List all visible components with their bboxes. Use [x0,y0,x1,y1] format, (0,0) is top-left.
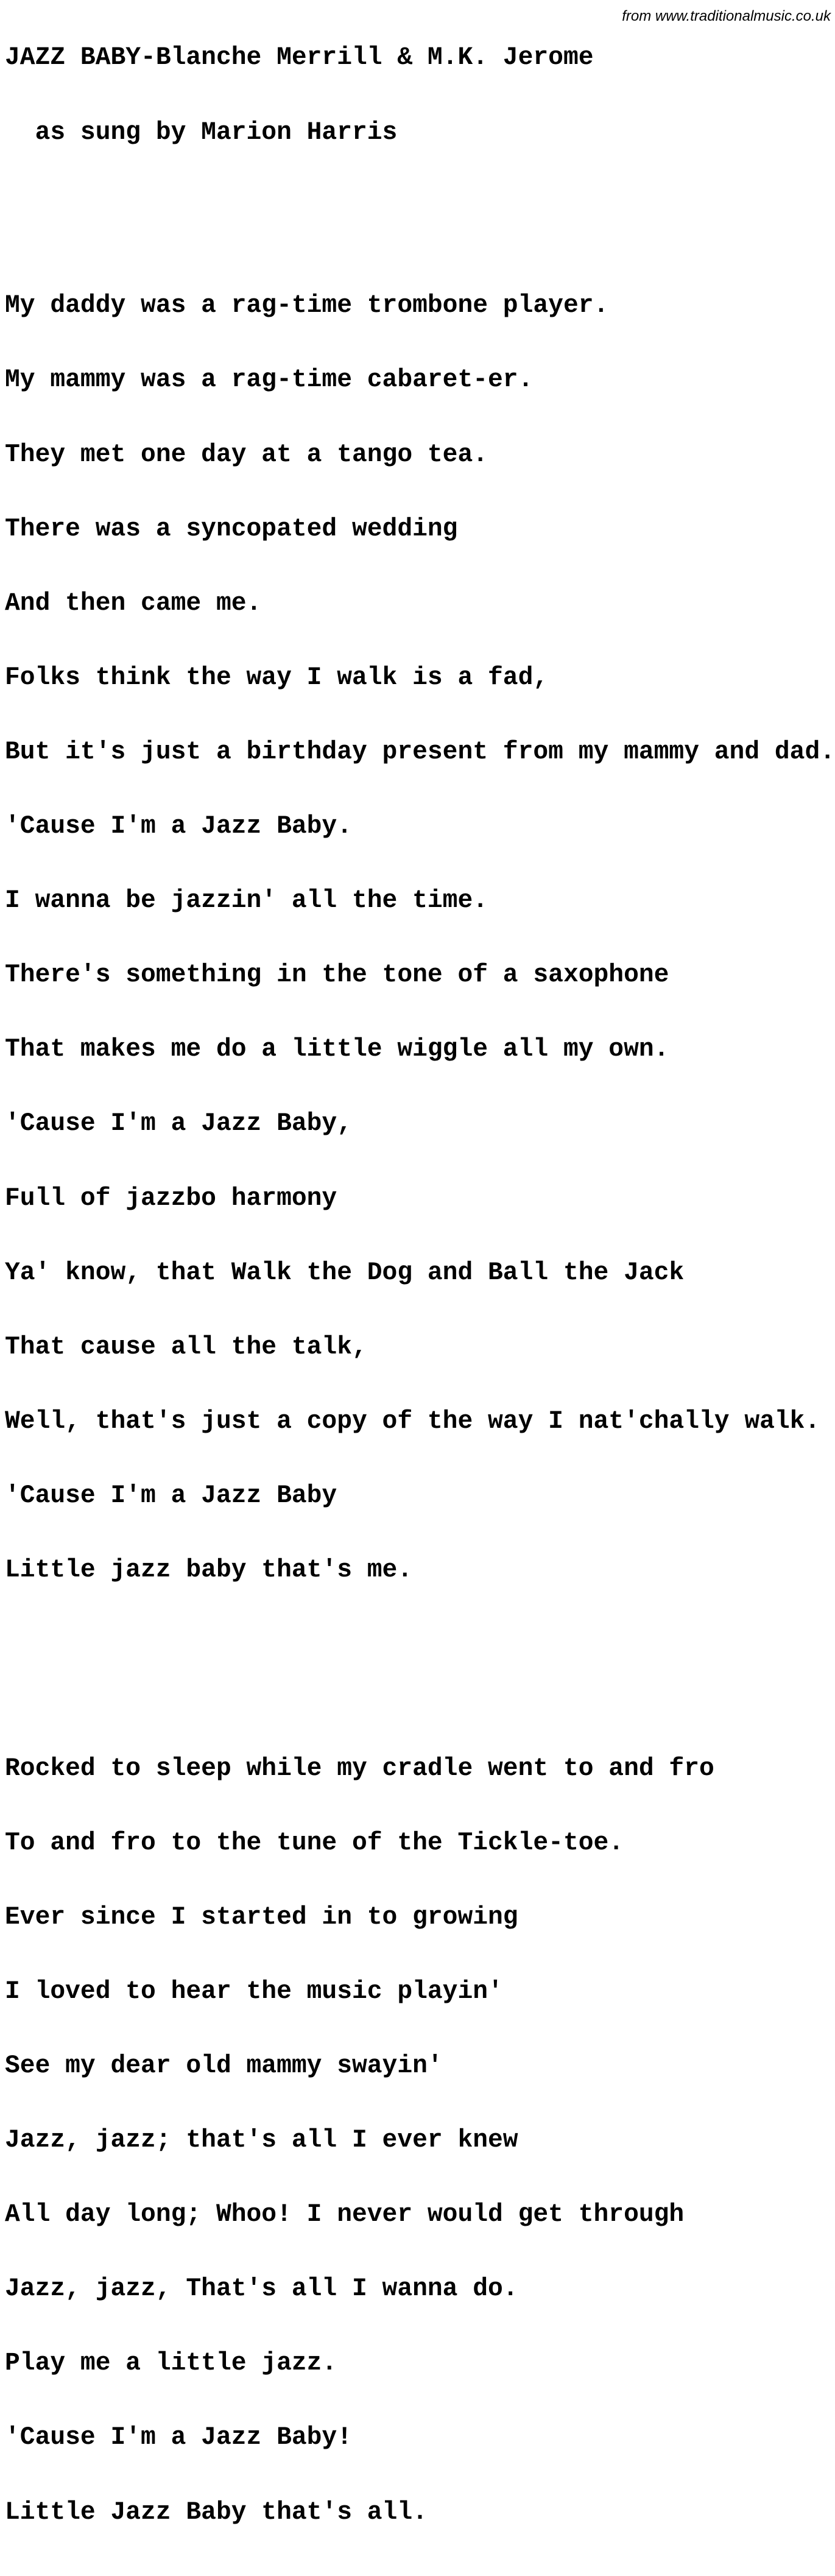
lyric-line: I loved to hear the music playin' [5,1977,503,2006]
lyric-line: My daddy was a rag-time trombone player. [5,292,609,320]
lyric-line: Play me a little jazz. [5,2349,337,2378]
lyric-line: 'Cause I'm a Jazz Baby, [5,1110,352,1138]
lyric-line: 'Cause I'm a Jazz Baby [5,1481,337,1510]
song-performer: as sung by Marion Harris [5,118,398,147]
source-credit: from www.traditionalmusic.co.uk [622,8,831,24]
lyric-line: 'Cause I'm a Jazz Baby! [5,2424,352,2452]
lyric-line: To and fro to the tune of the Tickle-toe. [5,1829,624,1857]
lyric-line: And then came me. [5,589,262,618]
lyric-line: Jazz, jazz, That's all I wanna do. [5,2275,518,2304]
blank-line [5,1657,835,1682]
blank-line [5,195,835,220]
lyric-line: 'Cause I'm a Jazz Baby. [5,813,352,841]
lyric-line: Well, that's just a copy of the way I nat'chally walk. [5,1407,820,1436]
lyric-line: All day long; Whoo! I never would get through [5,2201,685,2229]
lyric-line: I wanna be jazzin' all the time. [5,887,488,916]
lyric-line: Ya' know, that Walk the Dog and Ball the Jack [5,1258,685,1287]
lyric-line: See my dear old mammy swayin' [5,2052,443,2080]
lyric-line: That makes me do a little wiggle all my own. [5,1036,669,1064]
lyric-line: Rocked to sleep while my cradle went to and fro [5,1754,714,1783]
lyric-line: My mammy was a rag-time cabaret-er. [5,366,534,395]
lyric-line: Ever since I started in to growing [5,1903,518,1932]
song-title: JAZZ BABY-Blanche Merrill & M.K. Jerome [5,44,594,72]
lyric-line: Jazz, jazz; that's all I ever knew [5,2126,518,2155]
lyric-line: There was a syncopated wedding [5,515,458,543]
lyric-line: Little jazz baby that's me. [5,1556,413,1584]
lyric-line: But it's just a birthday present from my mammy and dad. [5,738,835,766]
lyric-line: There's something in the tone of a saxophone [5,961,669,990]
lyric-line: That cause all the talk, [5,1333,367,1361]
lyric-line: Folks think the way I walk is a fad, [5,663,549,692]
lyric-line: Little Jazz Baby that's all. [5,2498,428,2527]
lyrics-text [5,0,835,2575]
lyric-line: They met one day at a tango tea. [5,440,488,469]
lyric-line: Full of jazzbo harmony [5,1184,337,1213]
